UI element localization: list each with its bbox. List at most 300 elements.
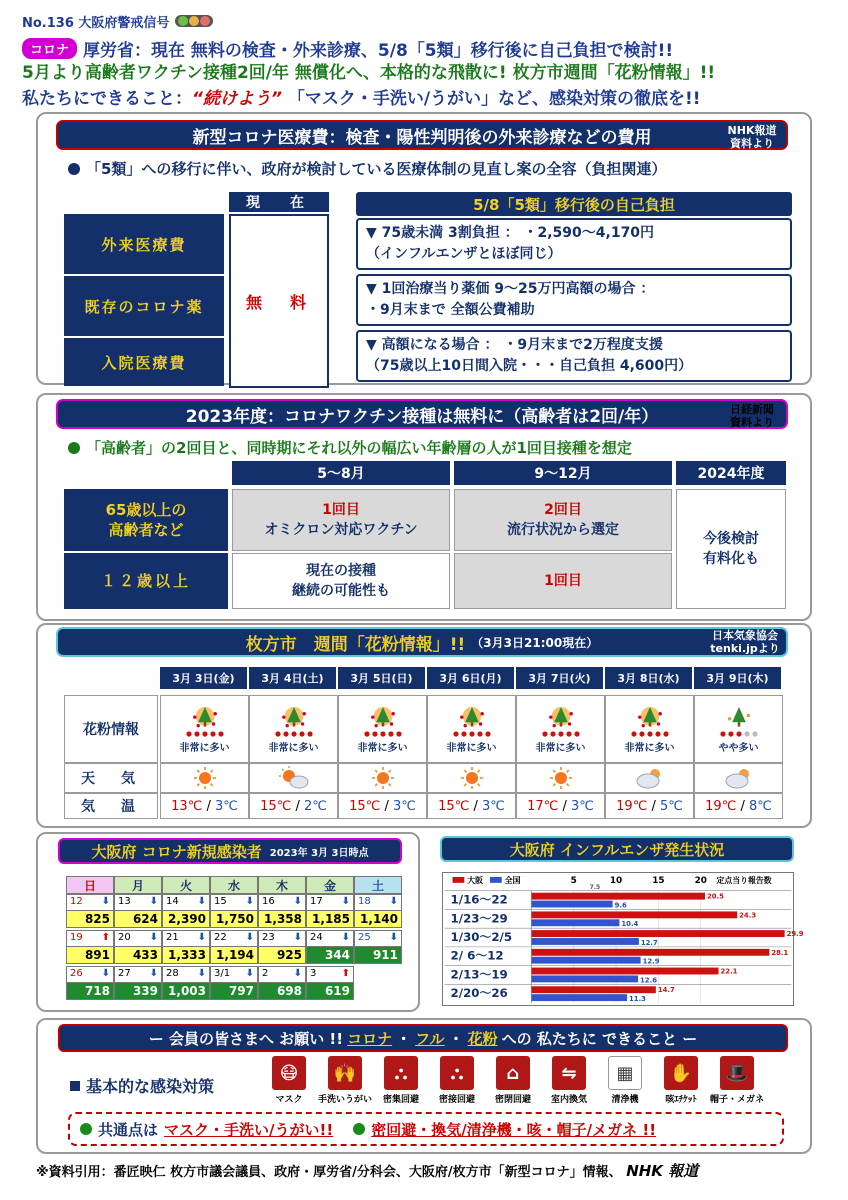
request-title-pollen: 花粉 (467, 1029, 498, 1048)
covid-cases-panel (36, 832, 420, 1012)
cell-65-sep-2: 流行状況から選定 (507, 522, 619, 538)
weather-cell (338, 763, 427, 793)
temp-high: 15℃ (349, 798, 381, 814)
temp-slash: / (202, 798, 215, 814)
pollen-title (56, 627, 788, 657)
bar-osaka (531, 893, 705, 900)
arrow-down-icon: ⬇ (389, 932, 398, 943)
cell-65-may-2: オミクロン対応ワクチン (264, 522, 418, 538)
day-count: 925 (259, 946, 305, 963)
row-label-outpatient: 外来医療費 (64, 214, 224, 276)
pollen-tree-icon (366, 705, 400, 731)
measure-item (264, 1056, 314, 1105)
category-label: 2/20～26 (450, 986, 508, 1001)
headline-3-b: “続けよう” (192, 89, 282, 109)
bar-national (531, 975, 638, 982)
legend-national-swatch (490, 877, 502, 883)
weather-cell (516, 763, 605, 793)
common-b: マスク・手洗い/うがい!! (164, 1120, 334, 1139)
temperature-cell (249, 793, 338, 819)
day-cell (210, 930, 258, 964)
pollen-level: 非常に多い (446, 742, 497, 754)
measure-item (432, 1056, 482, 1105)
measure-item (544, 1056, 594, 1105)
request-title-sep1: ・ (396, 1029, 412, 1048)
x-tick-label: 20 (694, 875, 707, 886)
temp-slash: / (291, 798, 304, 814)
headline-1-text: 厚労省：現在 無料の検査・外来診療、5/8「5類」移行後に自己負担で検討!! (83, 40, 674, 61)
pollen-level: 非常に多い (624, 742, 675, 754)
common-a: 共通点は (98, 1120, 159, 1139)
footer-nhk: NHK 報道 (626, 1162, 699, 1180)
day-count: 1,003 (163, 982, 209, 999)
pollen-source-2: tenki.jpより (710, 642, 780, 655)
temp-high: 19℃ (616, 798, 648, 814)
bar-osaka (531, 911, 737, 918)
arrow-down-icon: ⬇ (149, 896, 158, 907)
day-cell (162, 930, 210, 964)
value-label-osaka: 14.7 (657, 986, 675, 995)
temperature (616, 799, 683, 814)
vaccine-source-2: 資料より (730, 416, 774, 429)
day-count: 339 (115, 982, 161, 999)
medical-title-text: 新型コロナ医療費：検査・陽性判明後の外来診療などの費用 (192, 127, 652, 148)
pollen-source (702, 629, 788, 655)
day-cell (66, 894, 114, 928)
pollen-title-text: 枚方市 週間「花粉情報」!! (245, 634, 466, 655)
row-65plus (64, 489, 228, 551)
cloudy-sunny-icon (634, 765, 666, 791)
arrow-down-icon: ⬇ (245, 932, 254, 943)
medical-source-2: 資料より (730, 137, 774, 150)
day-date: 17 (310, 896, 323, 907)
temperature (349, 799, 416, 814)
category-label: 1/30～2/5 (450, 929, 513, 944)
bar-osaka (531, 968, 718, 975)
temperature-cell (605, 793, 694, 819)
headline-3 (22, 86, 822, 112)
day-cell (306, 966, 354, 1000)
pollen-level-dots (541, 731, 581, 737)
green-dot-icon (353, 1123, 365, 1135)
pollen-level-dots (719, 731, 759, 737)
category-label: 2/13～19 (450, 967, 508, 982)
arrow-down-icon: ⬇ (293, 968, 302, 979)
day-date: 28 (166, 968, 179, 979)
pollen-level-dots (274, 731, 314, 737)
day-date: 27 (118, 968, 131, 979)
footer (36, 1160, 816, 1181)
temp-slash: / (380, 798, 393, 814)
x-tick-mark: 7.5 (589, 884, 601, 891)
bar-osaka (531, 986, 656, 993)
medical-bullet (68, 158, 666, 179)
day-count: 624 (115, 910, 161, 927)
new-cell-drug-1: ▼ 1回治療当り薬価 9～25万円高額の場合 ： (366, 281, 655, 297)
pollen-date: 3月 7日(火) (516, 667, 603, 689)
temperature (527, 799, 594, 814)
cell-2024-1: 今後検討 (703, 531, 759, 547)
day-date: 12 (70, 896, 83, 907)
day-cell (114, 894, 162, 928)
sunny-icon (190, 765, 220, 791)
basic-measures (70, 1074, 214, 1097)
row-65plus-1: 65歳以上の (105, 501, 187, 519)
value-label-national: 12.6 (640, 976, 657, 985)
temperature-cell (338, 793, 427, 819)
temperature-cell (694, 793, 783, 819)
temp-slash: / (647, 798, 660, 814)
influenza-title: 大阪府 インフルエンザ発生状況 (440, 836, 794, 862)
weekday-header: 金 (306, 876, 354, 894)
crowd-avoid-icon: ⛬ (384, 1056, 418, 1090)
new-cell-outpatient-2: （インフルエンザとほぼ同じ） (366, 246, 562, 262)
request-title-flu: フル (415, 1029, 445, 1048)
day-count: 891 (67, 946, 113, 963)
day-date: 25 (358, 932, 371, 943)
weekday-header: 土 (354, 876, 402, 894)
temp-slash: / (558, 798, 571, 814)
pollen-cell (605, 695, 694, 763)
measure-item (318, 1056, 373, 1105)
pollen-level: 非常に多い (357, 742, 408, 754)
cell-65-may (232, 489, 450, 551)
pollen-level-dots (185, 731, 225, 737)
arrow-down-icon: ⬇ (293, 932, 302, 943)
medical-source (720, 124, 784, 150)
day-date: 20 (118, 932, 131, 943)
medical-cost-panel (36, 112, 812, 385)
x-tick-label: 5 (570, 875, 577, 886)
close-contact-avoid-icon: ⛬ (440, 1056, 474, 1090)
temp-slash: / (469, 798, 482, 814)
request-title (58, 1024, 788, 1052)
pollen-level: やや多い (718, 742, 759, 754)
pollen-level-dots (630, 731, 670, 737)
measure-label: マスク (275, 1095, 303, 1105)
day-date: 3 (310, 968, 317, 979)
day-cell (66, 930, 114, 964)
temperature-cell (160, 793, 249, 819)
value-label-national: 11.3 (629, 995, 646, 1004)
cell-12-may-1: 現在の接種 (306, 563, 376, 579)
row-65plus-2: 高齢者など (108, 521, 184, 539)
day-date: 26 (70, 968, 83, 979)
value-label-national: 10.4 (621, 920, 639, 929)
sunny-icon (457, 765, 487, 791)
new-cell-drug-2: ・9月末まで 全額公費補助 (366, 302, 535, 318)
influenza-chart (442, 872, 804, 1006)
x-tick-label: 15 (652, 875, 665, 886)
arrow-down-icon: ⬇ (149, 932, 158, 943)
category-label: 1/23～29 (450, 911, 508, 926)
vaccine-source (720, 403, 784, 429)
cell-65-sep-1: 2回目 (544, 502, 582, 518)
cell-2024 (676, 489, 786, 609)
weekday-header: 日 (66, 876, 114, 894)
arrow-down-icon: ⬇ (101, 968, 110, 979)
temperature (705, 799, 772, 814)
weekday-header: 水 (210, 876, 258, 894)
pollen-level: 非常に多い (268, 742, 319, 754)
measure-item (600, 1056, 650, 1105)
sunny-then-cloudy-icon (278, 765, 310, 791)
day-date: 19 (70, 932, 83, 943)
cell-2024-2: 有料化も (703, 551, 759, 567)
value-label-osaka: 28.1 (771, 948, 789, 957)
sunny-icon (546, 765, 576, 791)
temp-low: 3℃ (570, 798, 594, 814)
temp-row-label: 気 温 (64, 793, 158, 819)
green-dot-icon (80, 1123, 92, 1135)
arrow-down-icon: ⬇ (389, 896, 398, 907)
pollen-date: 3月 6日(月) (427, 667, 514, 689)
headline-2: 5月より高齢者ワクチン接種2回/年 無償化へ、本格的な飛散に! 枚方市週間「花粉情報」!! (22, 63, 716, 83)
day-count: 1,140 (355, 910, 401, 927)
day-date: 15 (214, 896, 227, 907)
common-c: 密回避・換気/清浄機・咳・帽子/メガネ !! (371, 1120, 657, 1139)
day-date: 24 (310, 932, 323, 943)
pollen-row-label: 花粉情報 (64, 695, 158, 763)
row-label-existing-drug: 既存のコロナ薬 (64, 276, 224, 338)
temperature (438, 799, 505, 814)
pollen-level: 非常に多い (179, 742, 230, 754)
medical-source-1: NHK報道 (727, 124, 777, 137)
day-count: 1,333 (163, 946, 209, 963)
weather-cell (160, 763, 249, 793)
cell-12-may-2: 継続の可能性も (292, 583, 390, 599)
day-cell (210, 966, 258, 1000)
weekday-header: 木 (258, 876, 306, 894)
pollen-date: 3月 3日(金) (160, 667, 247, 689)
measure-item (376, 1056, 426, 1105)
pollen-cell (338, 695, 427, 763)
day-count: 1,194 (211, 946, 257, 963)
cough-etiquette-icon: ✋ (664, 1056, 698, 1090)
category-label: 2/ 6～12 (450, 948, 504, 963)
handwash-icon: 🙌 (328, 1056, 362, 1090)
measure-label: 密接回避 (438, 1095, 475, 1105)
measure-label: 室内換気 (550, 1095, 587, 1105)
arrow-down-icon: ⬇ (341, 896, 350, 907)
day-cell (258, 894, 306, 928)
headline-1 (22, 36, 822, 60)
col-2024: 2024年度 (676, 461, 786, 485)
covid-cases-title (58, 838, 402, 864)
day-count: 1,750 (211, 910, 257, 927)
pollen-level: 非常に多い (535, 742, 586, 754)
pollen-cell (516, 695, 605, 763)
bullet-dot-icon (68, 163, 80, 175)
pollen-date: 3月 4日(土) (249, 667, 336, 689)
measure-label: 帽子・メガネ (710, 1095, 765, 1105)
arrow-up-icon: ⬆ (101, 932, 110, 943)
pollen-panel (36, 623, 812, 828)
vaccine-source-1: 日経新聞 (730, 403, 774, 416)
value-label-osaka: 20.5 (706, 892, 724, 901)
day-count: 825 (67, 910, 113, 927)
vaccine-title (56, 399, 788, 429)
cell-12-sep (454, 553, 672, 609)
temp-low: 3℃ (481, 798, 505, 814)
day-count: 797 (211, 982, 257, 999)
chart-header-label: 定点当り報告数 (716, 875, 772, 885)
day-date: 18 (358, 896, 371, 907)
request-panel (36, 1018, 812, 1154)
temp-high: 17℃ (527, 798, 559, 814)
request-title-g: への 私たちに できること ー (501, 1029, 698, 1048)
measure-label: 手洗いうがい (318, 1095, 373, 1105)
current-header: 現 在 (229, 192, 329, 212)
measure-label: 咳ｴﾁｹｯﾄ (665, 1095, 697, 1105)
measure-label: 清浄機 (611, 1095, 639, 1105)
common-points (68, 1112, 784, 1146)
new-cell-hospital (356, 330, 792, 382)
vaccine-bullet-text: 「高齢者」の2回目と、同時期にそれ以外の幅広い年齢層の人が1回目接種を想定 (86, 439, 632, 457)
basic-measures-label: 基本的な感染対策 (86, 1077, 215, 1096)
col-sep-dec: 9～12月 (454, 461, 672, 485)
pollen-title-sub: （3月3日21:00現在） (471, 635, 599, 650)
pollen-tree-icon (633, 705, 667, 731)
bar-national (531, 957, 640, 964)
medical-title (56, 120, 788, 150)
pollen-cell (694, 695, 783, 763)
day-count: 1,185 (307, 910, 353, 927)
medical-bullet-text: 「5類」への移行に伴い、政府が検討している医療体制の見直し案の全容（負担関連） (86, 160, 667, 178)
pollen-date: 3月 8日(水) (605, 667, 692, 689)
day-cell (354, 930, 402, 964)
new-cell-outpatient (356, 218, 792, 270)
value-label-osaka: 22.1 (720, 967, 738, 976)
day-date: 22 (214, 932, 227, 943)
temperature (171, 799, 238, 814)
arrow-down-icon: ⬇ (197, 896, 206, 907)
bar-national (531, 994, 627, 1001)
bullet-dot-icon (68, 442, 80, 454)
arrow-down-icon: ⬇ (197, 968, 206, 979)
new-burden-header: 5/8「5類」移行後の自己負担 (356, 192, 792, 216)
day-count: 698 (259, 982, 305, 999)
headline-3-c: 「マスク・手洗い/うがい」など、感染対策の徹底を!! (287, 89, 701, 109)
day-cell (354, 894, 402, 928)
pollen-source-1: 日本気象協会 (712, 629, 778, 642)
day-cell (210, 894, 258, 928)
day-cell (114, 930, 162, 964)
day-date: 14 (166, 896, 179, 907)
measure-item (488, 1056, 538, 1105)
day-count: 344 (307, 946, 353, 963)
cell-65-may-1: 1回目 (322, 502, 360, 518)
headline-3-a: 私たちにできること： (22, 89, 192, 109)
temperature-cell (516, 793, 605, 819)
weather-cell (249, 763, 338, 793)
day-count: 911 (355, 946, 401, 963)
footer-text: ※資料引用：番匠映仁 枚方市議会議員、政府・厚労省/分科会、大阪府/枚方市「新型コロナ」情報、 (36, 1165, 622, 1180)
bar-osaka (531, 949, 769, 956)
measure-label: 密集回避 (382, 1095, 419, 1105)
value-label-national: 9.6 (614, 901, 627, 910)
current-free-cell: 無 料 (229, 214, 329, 388)
covid-cases-subtitle: 2023年 3月 3日時点 (269, 847, 369, 859)
day-count: 619 (307, 982, 353, 999)
value-label-osaka: 24.3 (739, 911, 757, 920)
temp-high: 13℃ (171, 798, 203, 814)
pollen-date: 3月 9日(木) (694, 667, 781, 689)
measure-label: 密閉回避 (494, 1095, 531, 1105)
day-date: 13 (118, 896, 131, 907)
day-date: 2 (262, 968, 269, 979)
pollen-tree-icon (188, 705, 222, 731)
category-label: 1/16～22 (450, 892, 508, 907)
bar-osaka (531, 930, 784, 937)
pollen-tree-icon (455, 705, 489, 731)
new-cell-drug (356, 274, 792, 326)
measure-item (656, 1056, 706, 1105)
traffic-signal-icon (175, 15, 213, 27)
row-12plus: １２歳以上 (64, 553, 228, 609)
legend-osaka-swatch (453, 877, 465, 883)
pollen-tree-icon (277, 705, 311, 731)
value-label-osaka: 29.9 (786, 930, 804, 939)
arrow-down-icon: ⬇ (149, 968, 158, 979)
request-title-corona: コロナ (347, 1029, 393, 1048)
weather-cell (427, 763, 516, 793)
day-count: 718 (67, 982, 113, 999)
col-may-aug: 5～8月 (232, 461, 450, 485)
covid-cases-title-text: 大阪府 コロナ新規感染者 (91, 842, 262, 861)
pollen-cell (249, 695, 338, 763)
issue-line (22, 10, 822, 32)
cell-12-may (232, 553, 450, 609)
bar-national (531, 919, 619, 926)
mask-icon: 😷 (272, 1056, 306, 1090)
air-purifier-icon: ▦ (608, 1056, 642, 1090)
weekday-header: 月 (114, 876, 162, 894)
new-cell-hospital-1: ▼ 高額になる場合 ： ・9月末まで2万程度支援 (366, 337, 663, 353)
arrow-down-icon: ⬇ (245, 896, 254, 907)
arrow-down-icon: ⬇ (101, 896, 110, 907)
weather-cell (605, 763, 694, 793)
cell-12-sep-1: 1回目 (544, 573, 582, 589)
pollen-date: 3月 5日(日) (338, 667, 425, 689)
temp-low: 2℃ (303, 798, 327, 814)
day-cell (258, 966, 306, 1000)
arrow-down-icon: ⬇ (341, 932, 350, 943)
ventilation-icon: ⇋ (552, 1056, 586, 1090)
day-date: 16 (262, 896, 275, 907)
arrow-down-icon: ⬇ (197, 932, 206, 943)
vaccine-title-text: 2023年度：コロナワクチン接種は無料に（高齢者は2回/年） (185, 406, 659, 427)
vaccine-panel (36, 393, 812, 621)
day-cell (306, 930, 354, 964)
weather-row-label: 天 気 (64, 763, 158, 793)
bar-national (531, 901, 612, 908)
vaccine-bullet (68, 437, 632, 458)
bar-national (531, 938, 639, 945)
sunny-icon (368, 765, 398, 791)
day-cell (162, 894, 210, 928)
day-cell (258, 930, 306, 964)
arrow-down-icon: ⬇ (293, 896, 302, 907)
header (22, 10, 822, 112)
temp-low: 8℃ (748, 798, 772, 814)
weekday-header: 火 (162, 876, 210, 894)
cell-65-sep (454, 489, 672, 551)
request-title-a: ー 会員の皆さまへ お願い !! (148, 1029, 344, 1048)
temp-high: 15℃ (438, 798, 470, 814)
temp-low: 5℃ (659, 798, 683, 814)
weather-cell (694, 763, 783, 793)
